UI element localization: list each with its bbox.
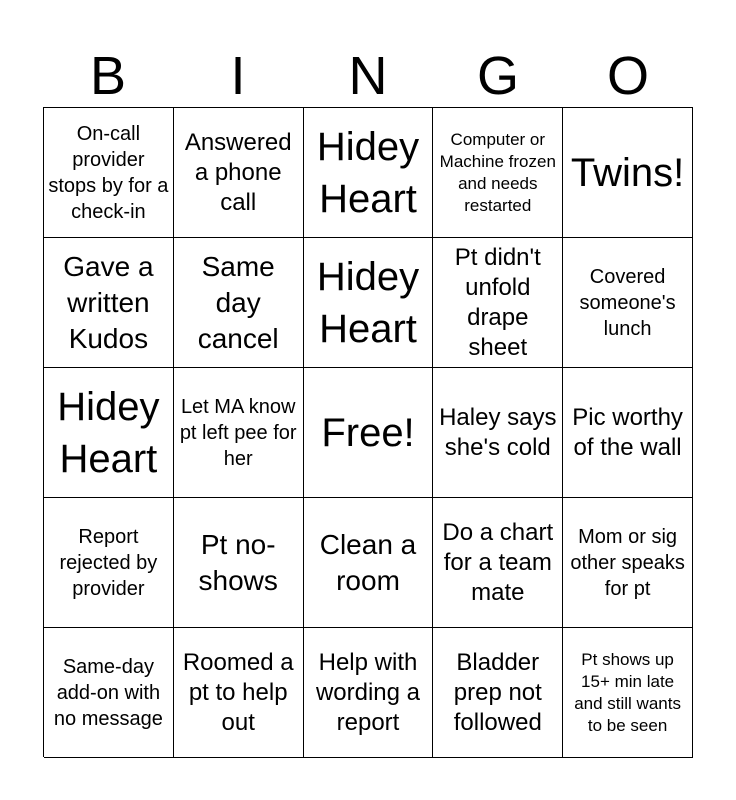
cell-text: Help with wording a report: [315, 648, 421, 736]
header-letter-g: G: [476, 46, 519, 106]
bingo-cell[interactable]: [563, 108, 693, 238]
bingo-cell[interactable]: [304, 628, 434, 758]
cell-text: Hidey Heart: [316, 124, 420, 221]
free-space[interactable]: [304, 368, 434, 498]
bingo-cell[interactable]: [433, 108, 563, 238]
board-row: [44, 498, 693, 628]
cell-text: Gave a written Kudos: [63, 250, 154, 354]
cell-text: Mom or sig other speaks for pt: [570, 525, 685, 600]
cell-text: Answered a phone call: [184, 128, 292, 216]
bingo-cell[interactable]: [563, 368, 693, 498]
cell-text: Roomed a pt to help out: [182, 648, 294, 736]
bingo-cell[interactable]: [174, 238, 304, 368]
cell-text: Pt didn't unfold drape sheet: [454, 243, 541, 361]
cell-text: Pt no-shows: [198, 528, 278, 596]
cell-text: Free!: [321, 410, 415, 455]
bingo-header: [43, 46, 693, 106]
cell-text: Twins!: [570, 150, 685, 195]
bingo-cell[interactable]: [433, 368, 563, 498]
cell-text: Let MA know pt left pee for her: [179, 395, 297, 470]
bingo-cell[interactable]: [174, 628, 304, 758]
bingo-cell[interactable]: [433, 238, 563, 368]
header-letter-b: B: [89, 46, 127, 106]
cell-text: Pt shows up 15+ min late and still wants to be seen: [574, 649, 681, 735]
bingo-cell[interactable]: [44, 498, 174, 628]
bingo-cell[interactable]: [563, 238, 693, 368]
board-row: [44, 108, 693, 238]
board-row: [44, 368, 693, 498]
bingo-cell[interactable]: [174, 368, 304, 498]
cell-text: Clean a room: [319, 528, 417, 596]
cell-text: Hidey Heart: [316, 254, 420, 351]
cell-text: Report rejected by provider: [59, 525, 158, 600]
bingo-cell[interactable]: [563, 628, 693, 758]
bingo-cell[interactable]: [304, 108, 434, 238]
bingo-board: [43, 107, 693, 757]
bingo-cell[interactable]: [304, 498, 434, 628]
bingo-cell[interactable]: [433, 498, 563, 628]
cell-text: Hidey Heart: [57, 384, 160, 481]
bingo-cell[interactable]: [433, 628, 563, 758]
cell-text: Covered someone's lunch: [579, 265, 676, 340]
cell-text: Same-day add-on with no message: [53, 655, 163, 730]
bingo-cell[interactable]: [44, 238, 174, 368]
cell-text: Pic worthy of the wall: [572, 403, 683, 461]
header-letter-i: I: [230, 46, 246, 106]
bingo-cell[interactable]: [304, 238, 434, 368]
bingo-cell[interactable]: [44, 368, 174, 498]
header-letter-n: N: [348, 46, 388, 106]
bingo-cell[interactable]: [44, 628, 174, 758]
bingo-cell[interactable]: [174, 108, 304, 238]
cell-text: Haley says she's cold: [439, 403, 557, 461]
cell-text: Bladder prep not followed: [453, 648, 542, 736]
cell-text: Do a chart for a team mate: [442, 518, 554, 606]
bingo-cell[interactable]: [174, 498, 304, 628]
board-row: [44, 238, 693, 368]
bingo-cell[interactable]: [563, 498, 693, 628]
bingo-cell[interactable]: [44, 108, 174, 238]
cell-text: On-call provider stops by for a check-in: [48, 122, 169, 223]
cell-text: Computer or Machine frozen and needs restarted: [439, 129, 556, 215]
cell-text: Same day cancel: [197, 250, 279, 354]
header-letter-o: O: [606, 46, 649, 106]
board-row: [44, 628, 693, 758]
